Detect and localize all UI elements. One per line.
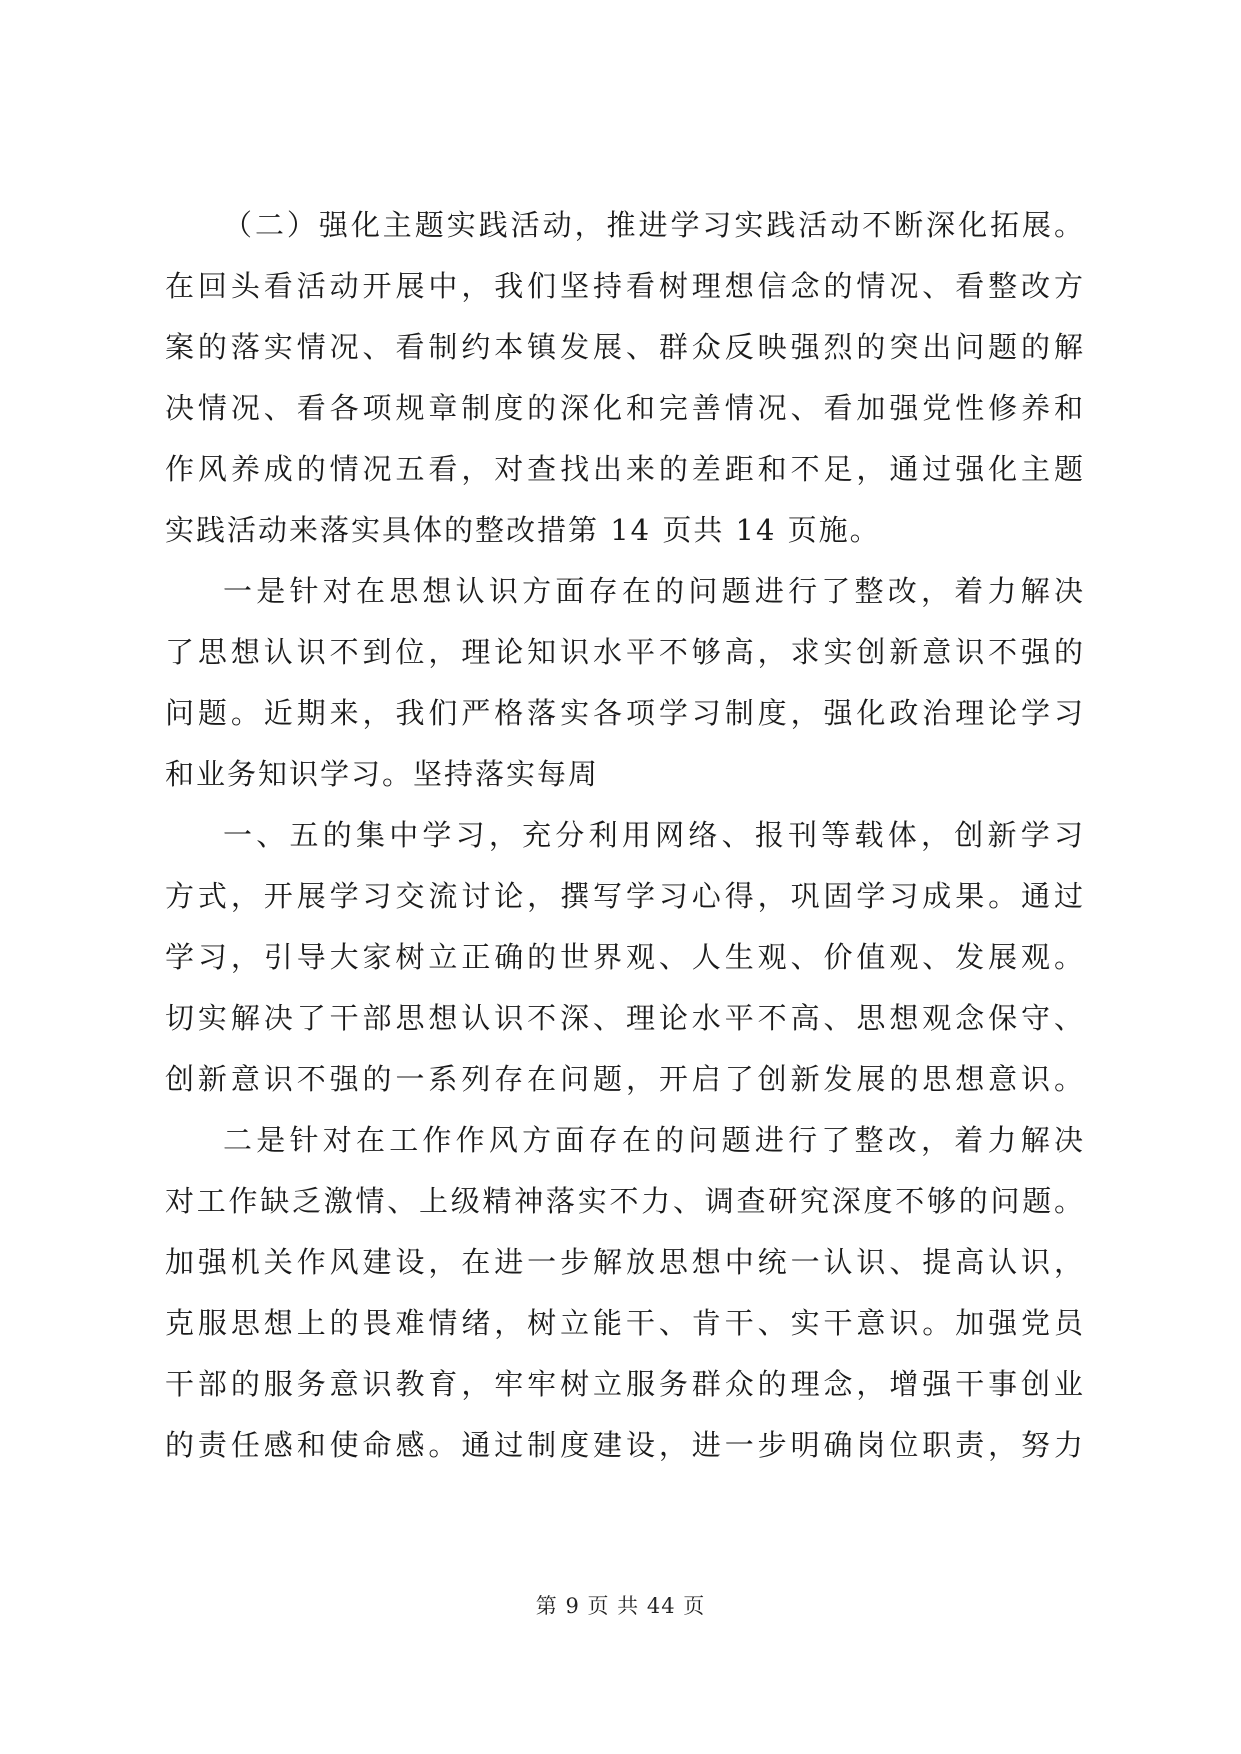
document-body <box>165 195 1085 1476</box>
paragraph-line: 方式，开展学习交流讨论，撰写学习心得，巩固学习成果。通过 <box>165 879 1085 913</box>
paragraph-weekly-study <box>165 805 1085 1110</box>
paragraph-line: 克服思想上的畏难情绪，树立能干、肯干、实干意识。加强党员 <box>165 1306 1085 1340</box>
paragraph-line: 一、五的集中学习，充分利用网络、报刊等载体，创新学习 <box>223 818 1085 852</box>
paragraph-line: 案的落实情况、看制约本镇发展、群众反映强烈的突出问题的解 <box>165 330 1085 364</box>
paragraph-line: 一是针对在思想认识方面存在的问题进行了整改，着力解决 <box>223 574 1085 608</box>
paragraph-line: 学习，引导大家树立正确的世界观、人生观、价值观、发展观。 <box>165 940 1085 974</box>
paragraph-line: 创新意识不强的一系列存在问题，开启了创新发展的思想意识。 <box>165 1062 1085 1096</box>
paragraph-line: 实践活动来落实具体的整改措第 14 页共 14 页施。 <box>165 513 881 547</box>
paragraph-line: 和业务知识学习。坚持落实每周 <box>165 757 600 791</box>
paragraph-line: 作风养成的情况五看，对查找出来的差距和不足，通过强化主题 <box>165 452 1085 486</box>
paragraph-line: 的责任感和使命感。通过制度建设，进一步明确岗位职责，努力 <box>165 1428 1085 1462</box>
paragraph-line: 了思想认识不到位，理论知识水平不够高，求实创新意识不强的 <box>165 635 1085 669</box>
paragraph-line: 对工作缺乏激情、上级精神落实不力、调查研究深度不够的问题。 <box>165 1184 1085 1218</box>
paragraph-line: 二是针对在工作作风方面存在的问题进行了整改，着力解决 <box>223 1123 1085 1157</box>
paragraph-line: 在回头看活动开展中，我们坚持看树理想信念的情况、看整改方 <box>165 269 1085 303</box>
page-number-footer: 第 9 页 共 44 页 <box>535 1594 706 1618</box>
paragraph-line: 干部的服务意识教育，牢牢树立服务群众的理念，增强干事创业 <box>165 1367 1085 1401</box>
paragraph-line: 切实解决了干部思想认识不深、理论水平不高、思想观念保守、 <box>165 1001 1085 1035</box>
paragraph-practice-activities <box>165 195 1085 561</box>
paragraph-work-style <box>165 1110 1085 1476</box>
paragraph-line: （二）强化主题实践活动，推进学习实践活动不断深化拓展。 <box>223 208 1085 242</box>
paragraph-line: 加强机关作风建设，在进一步解放思想中统一认识、提高认识， <box>165 1245 1085 1279</box>
paragraph-line: 问题。近期来，我们严格落实各项学习制度，强化政治理论学习 <box>165 696 1085 730</box>
paragraph-line: 决情况、看各项规章制度的深化和完善情况、看加强党性修养和 <box>165 391 1085 425</box>
paragraph-thought-awareness <box>165 561 1085 805</box>
